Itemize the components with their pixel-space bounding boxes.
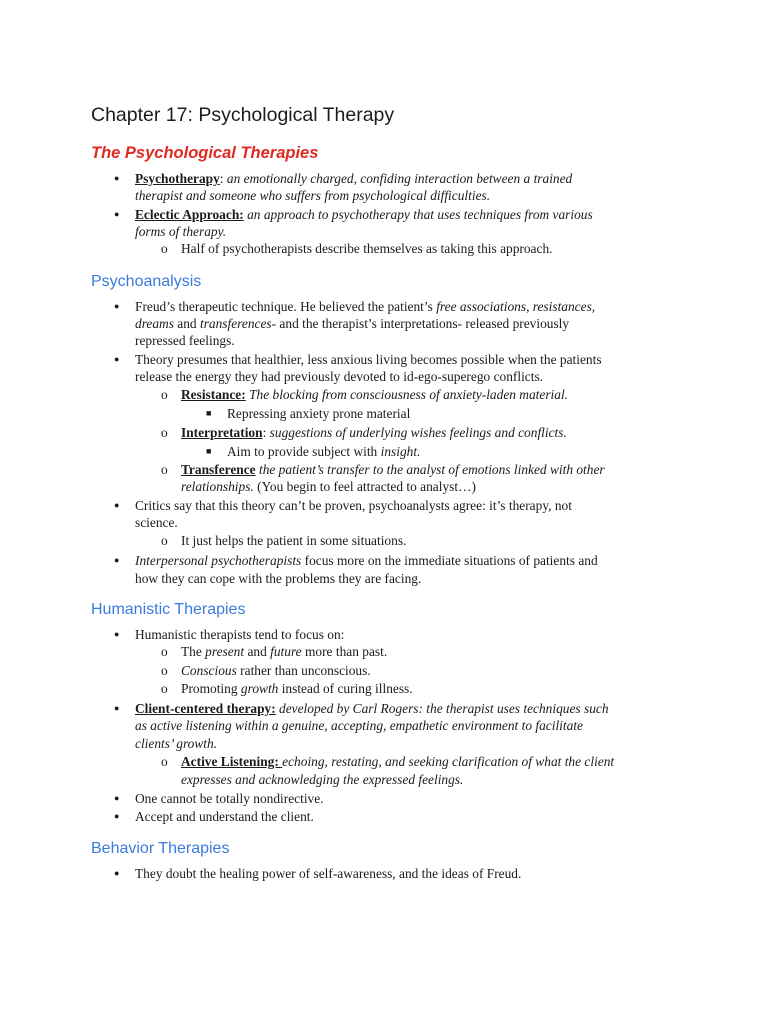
- bullet-square-icon: ■: [206, 408, 212, 418]
- bullet-disc-icon: ●: [114, 793, 120, 803]
- list-item: Psychotherapy: an emotionally charged, confiding interaction between a trained: [135, 171, 573, 186]
- list-item: Client-centered therapy: developed by Carl Rogers: the therapist uses techniques such: [135, 701, 609, 716]
- list-item: They doubt the healing power of self-awareness, and the ideas of Freud.: [135, 866, 522, 881]
- list-item: Accept and understand the client.: [135, 809, 314, 824]
- chapter-title: Chapter 17: Psychological Therapy: [91, 104, 395, 126]
- section-heading-behavior-therapies: Behavior Therapies: [91, 840, 230, 857]
- list-item: Freud’s therapeutic technique. He believed the patient’s free associations, resistances,: [135, 299, 596, 314]
- bullet-disc-icon: ●: [114, 629, 120, 639]
- bullet-disc-icon: ●: [114, 173, 120, 183]
- list-item-continuation: repressed feelings.: [135, 333, 235, 348]
- list-item: It just helps the patient in some situations.: [181, 533, 407, 548]
- list-item-continuation: clients’ growth.: [135, 736, 218, 751]
- list-item-continuation: as active listening within a genuine, accepting, empathetic environment to facilitate: [135, 718, 583, 733]
- list-item-continuation: release the energy they had previously devoted to id-ego-superego conflicts.: [135, 369, 544, 384]
- list-item: The present and future more than past.: [181, 644, 388, 659]
- section-heading-humanistic-therapies: Humanistic Therapies: [91, 601, 246, 618]
- bullet-disc-icon: ●: [114, 500, 120, 510]
- bullet-disc-icon: ●: [114, 868, 120, 878]
- list-item: Humanistic therapists tend to focus on:: [135, 627, 345, 642]
- list-item: Theory presumes that healthier, less anxious living becomes possible when the patients: [135, 352, 602, 367]
- list-item-continuation: dreams and transferences- and the therapist’s interpretations- released previously: [135, 316, 570, 331]
- list-item: Resistance: The blocking from consciousness of anxiety-laden material.: [181, 387, 569, 402]
- list-item-continuation: expresses and acknowledging the expressed feelings.: [181, 772, 464, 787]
- bullet-circle-icon: o: [161, 754, 168, 769]
- bullet-disc-icon: ●: [114, 209, 120, 219]
- list-item-continuation: science.: [135, 515, 178, 530]
- bullet-circle-icon: o: [161, 533, 168, 548]
- bullet-disc-icon: ●: [114, 811, 120, 821]
- bullet-circle-icon: o: [161, 462, 168, 477]
- list-item-continuation: how they can cope with the problems they are facing.: [135, 571, 422, 586]
- list-item: Transference the patient’s transfer to the analyst of emotions linked with other: [181, 462, 605, 477]
- list-item: Promoting growth instead of curing illness.: [181, 681, 413, 696]
- bullet-circle-icon: o: [161, 425, 168, 440]
- list-item-continuation: therapist and someone who suffers from psychological difficulties.: [135, 188, 491, 203]
- bullet-circle-icon: o: [161, 644, 168, 659]
- bullet-circle-icon: o: [161, 387, 168, 402]
- list-item: Half of psychotherapists describe themselves as taking this approach.: [181, 241, 553, 256]
- list-item-continuation: forms of therapy.: [135, 224, 227, 239]
- bullet-square-icon: ■: [206, 446, 212, 456]
- bullet-circle-icon: o: [161, 663, 168, 678]
- bullet-circle-icon: o: [161, 241, 168, 256]
- list-item: Interpersonal psychotherapists focus more on the immediate situations of patients and: [135, 553, 598, 568]
- list-item: One cannot be totally nondirective.: [135, 791, 324, 806]
- list-item: Repressing anxiety prone material: [227, 406, 411, 421]
- list-item: Critics say that this theory can’t be proven, psychoanalysts agree: it’s therapy, not: [135, 498, 572, 513]
- bullet-disc-icon: ●: [114, 703, 120, 713]
- bullet-disc-icon: ●: [114, 555, 120, 565]
- list-item: Conscious rather than unconscious.: [181, 663, 371, 678]
- list-item: Aim to provide subject with insight.: [227, 444, 421, 459]
- list-item: Active Listening: echoing, restating, and seeking clarification of what the client: [181, 754, 615, 769]
- list-item: Eclectic Approach: an approach to psychotherapy that uses techniques from various: [135, 207, 593, 222]
- bullet-disc-icon: ●: [114, 354, 120, 364]
- section-heading-psychological-therapies: The Psychological Therapies: [91, 144, 319, 162]
- bullet-circle-icon: o: [161, 681, 168, 696]
- list-item: Interpretation: suggestions of underlying wishes feelings and conflicts.: [181, 425, 567, 440]
- bullet-disc-icon: ●: [114, 301, 120, 311]
- section-heading-psychoanalysis: Psychoanalysis: [91, 273, 202, 290]
- list-item-continuation: relationships. (You begin to feel attracted to analyst…): [181, 479, 476, 494]
